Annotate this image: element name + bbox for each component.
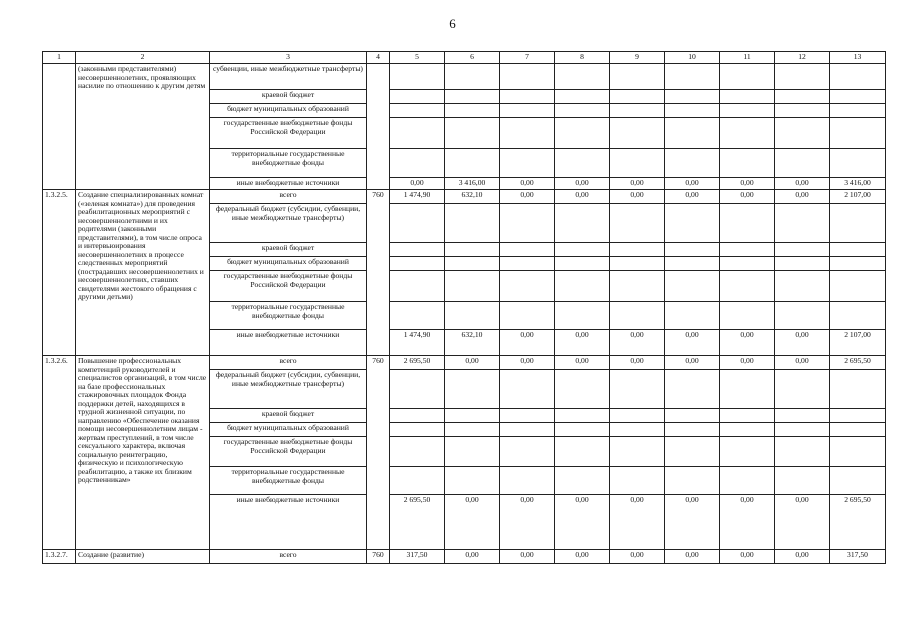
amount-cell: 0,00 (775, 178, 830, 190)
amount-cell (555, 118, 610, 149)
amount-cell (610, 204, 665, 243)
header-cell: 13 (830, 52, 886, 64)
amount-cell (830, 271, 886, 302)
funding-source: территориальные государственные внебюджетные фонды (210, 149, 367, 178)
kbk-code: 760 (367, 190, 390, 356)
amount-cell (500, 467, 555, 495)
header-cell: 2 (76, 52, 210, 64)
funding-source: бюджет муниципальных образований (210, 104, 367, 118)
amount-cell: 0,00 (665, 178, 720, 190)
amount-cell (830, 204, 886, 243)
header-cell: 10 (665, 52, 720, 64)
amount-cell: 0,00 (610, 495, 665, 550)
amount-cell (445, 257, 500, 271)
amount-cell (445, 243, 500, 257)
amount-cell (775, 437, 830, 467)
amount-cell (445, 409, 500, 423)
amount-cell (775, 90, 830, 104)
amount-cell: 0,00 (555, 495, 610, 550)
amount-cell: 0,00 (720, 190, 775, 204)
funding-source: всего (210, 190, 367, 204)
header-cell: 7 (500, 52, 555, 64)
amount-cell (445, 467, 500, 495)
amount-cell (610, 370, 665, 409)
amount-cell (720, 90, 775, 104)
kbk-code: 760 (367, 550, 390, 564)
amount-cell: 0,00 (720, 356, 775, 370)
amount-cell (720, 243, 775, 257)
funding-source: всего (210, 356, 367, 370)
item-code (43, 64, 76, 190)
amount-cell (500, 271, 555, 302)
amount-cell (555, 423, 610, 437)
amount-cell (665, 257, 720, 271)
amount-cell: 2 107,00 (830, 330, 886, 356)
amount-cell (830, 302, 886, 330)
amount-cell: 0,00 (445, 495, 500, 550)
amount-cell (775, 271, 830, 302)
funding-source: государственные внебюджетные фонды Российской Федерации (210, 437, 367, 467)
amount-cell (775, 423, 830, 437)
amount-cell (610, 64, 665, 90)
amount-cell: 0,00 (445, 356, 500, 370)
amount-cell: 0,00 (555, 330, 610, 356)
amount-cell: 0,00 (555, 190, 610, 204)
amount-cell (610, 149, 665, 178)
amount-cell: 0,00 (720, 550, 775, 564)
amount-cell (445, 437, 500, 467)
amount-cell (555, 243, 610, 257)
amount-cell (610, 467, 665, 495)
amount-cell (610, 118, 665, 149)
amount-cell (500, 149, 555, 178)
amount-cell (665, 423, 720, 437)
amount-cell: 2 695,50 (390, 356, 445, 370)
table-row (43, 356, 886, 370)
amount-cell (720, 64, 775, 90)
amount-cell: 317,50 (390, 550, 445, 564)
amount-cell (445, 204, 500, 243)
amount-cell (390, 204, 445, 243)
amount-cell (500, 90, 555, 104)
amount-cell (665, 409, 720, 423)
amount-cell: 3 416,00 (830, 178, 886, 190)
amount-cell (445, 370, 500, 409)
amount-cell (555, 90, 610, 104)
amount-cell (775, 149, 830, 178)
amount-cell: 0,00 (665, 550, 720, 564)
amount-cell (390, 423, 445, 437)
amount-cell: 0,00 (610, 356, 665, 370)
amount-cell (555, 104, 610, 118)
header-cell: 3 (210, 52, 367, 64)
funding-source: всего (210, 550, 367, 564)
amount-cell (555, 467, 610, 495)
amount-cell (775, 257, 830, 271)
funding-source: субвенции, иные межбюджетные трансферты) (210, 64, 367, 90)
amount-cell (445, 423, 500, 437)
amount-cell: 0,00 (720, 495, 775, 550)
header-cell: 4 (367, 52, 390, 64)
amount-cell (720, 104, 775, 118)
amount-cell (500, 257, 555, 271)
amount-cell (555, 257, 610, 271)
amount-cell: 0,00 (500, 356, 555, 370)
amount-cell: 0,00 (555, 356, 610, 370)
amount-cell: 0,00 (445, 550, 500, 564)
amount-cell (665, 370, 720, 409)
amount-cell (720, 437, 775, 467)
amount-cell: 0,00 (500, 190, 555, 204)
item-name: Повышение профессиональных компетенций руководителей и специалистов организаций, в том числе на базе профессиональных стажировочных площадок Фонда поддержки детей, находящихся в трудной жизненной ситуации, по направлению «Обеспечение оказания помощи несовершеннолетним лицам - жертвам преступлений, в том числе сексуального характера, включая социальную реинтеграцию, физическую и психологическую реабилитацию, а также их близким родственникам» (76, 356, 210, 550)
funding-source: иные внебюджетные источники (210, 330, 367, 356)
amount-cell (610, 257, 665, 271)
amount-cell (610, 423, 665, 437)
amount-cell: 0,00 (500, 330, 555, 356)
item-code: 1.3.2.5. (43, 190, 76, 356)
budget-table (42, 51, 886, 564)
amount-cell (610, 409, 665, 423)
header-cell: 11 (720, 52, 775, 64)
amount-cell (555, 409, 610, 423)
amount-cell (390, 271, 445, 302)
amount-cell (390, 90, 445, 104)
amount-cell (775, 467, 830, 495)
header-cell: 5 (390, 52, 445, 64)
funding-source: государственные внебюджетные фонды Российской Федерации (210, 271, 367, 302)
amount-cell: 317,50 (830, 550, 886, 564)
amount-cell (390, 104, 445, 118)
amount-cell (500, 423, 555, 437)
amount-cell (445, 149, 500, 178)
amount-cell (720, 467, 775, 495)
amount-cell: 2 695,50 (830, 495, 886, 550)
amount-cell: 2 695,50 (390, 495, 445, 550)
amount-cell: 0,00 (720, 178, 775, 190)
amount-cell (830, 423, 886, 437)
amount-cell (390, 467, 445, 495)
amount-cell: 0,00 (665, 330, 720, 356)
amount-cell (665, 467, 720, 495)
amount-cell (830, 257, 886, 271)
amount-cell (720, 423, 775, 437)
amount-cell (500, 64, 555, 90)
amount-cell: 632,10 (445, 330, 500, 356)
funding-source: краевой бюджет (210, 243, 367, 257)
amount-cell: 2 107,00 (830, 190, 886, 204)
amount-cell (445, 104, 500, 118)
amount-cell (390, 437, 445, 467)
amount-cell (445, 90, 500, 104)
amount-cell: 632,10 (445, 190, 500, 204)
amount-cell (445, 302, 500, 330)
header-cell: 9 (610, 52, 665, 64)
amount-cell (610, 437, 665, 467)
amount-cell (445, 64, 500, 90)
amount-cell (720, 257, 775, 271)
amount-cell (500, 243, 555, 257)
funding-source: государственные внебюджетные фонды Российской Федерации (210, 118, 367, 149)
amount-cell: 0,00 (775, 190, 830, 204)
amount-cell (775, 409, 830, 423)
amount-cell (830, 149, 886, 178)
amount-cell (720, 302, 775, 330)
amount-cell (555, 302, 610, 330)
amount-cell (720, 118, 775, 149)
amount-cell: 0,00 (775, 356, 830, 370)
amount-cell (665, 243, 720, 257)
amount-cell: 0,00 (775, 550, 830, 564)
amount-cell (830, 90, 886, 104)
amount-cell: 0,00 (665, 356, 720, 370)
item-code: 1.3.2.6. (43, 356, 76, 550)
amount-cell (390, 409, 445, 423)
amount-cell: 1 474,90 (390, 330, 445, 356)
amount-cell (610, 271, 665, 302)
amount-cell (390, 370, 445, 409)
amount-cell (830, 64, 886, 90)
header-cell: 6 (445, 52, 500, 64)
amount-cell: 0,00 (610, 330, 665, 356)
amount-cell: 2 695,50 (830, 356, 886, 370)
amount-cell (500, 204, 555, 243)
amount-cell: 0,00 (610, 550, 665, 564)
amount-cell (830, 104, 886, 118)
amount-cell: 0,00 (665, 495, 720, 550)
amount-cell (830, 243, 886, 257)
amount-cell (500, 302, 555, 330)
amount-cell (830, 409, 886, 423)
header-row (43, 52, 886, 64)
funding-source: федеральный бюджет (субсидии, субвенции, иные межбюджетные трансферты) (210, 370, 367, 409)
amount-cell (555, 64, 610, 90)
amount-cell (665, 149, 720, 178)
item-name: Создание (развитие) (76, 550, 210, 564)
funding-source: территориальные государственные внебюджетные фонды (210, 467, 367, 495)
amount-cell (775, 118, 830, 149)
amount-cell (775, 370, 830, 409)
amount-cell (720, 409, 775, 423)
amount-cell (390, 149, 445, 178)
amount-cell (720, 370, 775, 409)
amount-cell (390, 118, 445, 149)
amount-cell: 0,00 (775, 495, 830, 550)
amount-cell (665, 104, 720, 118)
amount-cell (665, 271, 720, 302)
page-number: 6 (449, 16, 456, 31)
table-row (43, 190, 886, 204)
amount-cell (610, 302, 665, 330)
amount-cell (720, 149, 775, 178)
amount-cell (610, 243, 665, 257)
amount-cell: 3 416,00 (445, 178, 500, 190)
table-row (43, 550, 886, 564)
amount-cell: 0,00 (500, 550, 555, 564)
amount-cell: 0,00 (775, 330, 830, 356)
funding-source: бюджет муниципальных образований (210, 423, 367, 437)
amount-cell (390, 302, 445, 330)
amount-cell (665, 204, 720, 243)
header-cell: 8 (555, 52, 610, 64)
amount-cell (500, 370, 555, 409)
amount-cell (390, 243, 445, 257)
amount-cell (720, 271, 775, 302)
amount-cell (390, 257, 445, 271)
amount-cell (665, 90, 720, 104)
amount-cell (610, 90, 665, 104)
amount-cell (665, 437, 720, 467)
funding-source: иные внебюджетные источники (210, 495, 367, 550)
amount-cell: 0,00 (555, 550, 610, 564)
funding-source: федеральный бюджет (субсидии, субвенции, иные межбюджетные трансферты) (210, 204, 367, 243)
header-cell: 1 (43, 52, 76, 64)
amount-cell: 0,00 (500, 178, 555, 190)
amount-cell (500, 437, 555, 467)
funding-source: иные внебюджетные источники (210, 178, 367, 190)
amount-cell (775, 243, 830, 257)
amount-cell (720, 204, 775, 243)
amount-cell (775, 104, 830, 118)
amount-cell: 0,00 (665, 190, 720, 204)
item-name: (законными представителями) несовершеннолетних, проявляющих насилие по отношению к другим детям (76, 64, 210, 190)
amount-cell: 0,00 (500, 495, 555, 550)
amount-cell (665, 64, 720, 90)
amount-cell (830, 370, 886, 409)
amount-cell (830, 467, 886, 495)
amount-cell: 0,00 (555, 178, 610, 190)
amount-cell (610, 104, 665, 118)
amount-cell: 0,00 (610, 178, 665, 190)
funding-source: краевой бюджет (210, 90, 367, 104)
amount-cell (830, 437, 886, 467)
amount-cell: 1 474,90 (390, 190, 445, 204)
amount-cell (555, 204, 610, 243)
amount-cell (445, 271, 500, 302)
amount-cell (775, 302, 830, 330)
kbk-code (367, 64, 390, 190)
header-cell: 12 (775, 52, 830, 64)
amount-cell: 0,00 (390, 178, 445, 190)
amount-cell (555, 437, 610, 467)
amount-cell (445, 118, 500, 149)
amount-cell (665, 302, 720, 330)
kbk-code: 760 (367, 356, 390, 550)
amount-cell (775, 204, 830, 243)
table-row (43, 64, 886, 90)
funding-source: краевой бюджет (210, 409, 367, 423)
amount-cell (500, 104, 555, 118)
amount-cell (390, 64, 445, 90)
amount-cell: 0,00 (610, 190, 665, 204)
amount-cell: 0,00 (720, 330, 775, 356)
amount-cell (500, 118, 555, 149)
item-code: 1.3.2.7. (43, 550, 76, 564)
amount-cell (775, 64, 830, 90)
funding-source: территориальные государственные внебюджетные фонды (210, 302, 367, 330)
funding-source: бюджет муниципальных образований (210, 257, 367, 271)
amount-cell (555, 271, 610, 302)
amount-cell (665, 118, 720, 149)
item-name: Создание специализированных комнат («зеленая комната») для проведения реабилитационных мероприятий с несовершеннолетними и их родителями (законными представителями), в том числе опроса и интервьюирования несовершеннолетних в процессе следственных мероприятий (пострадавших несовершеннолетних и несовершеннолетних, ставших свидетелями жестокого обращения с другими детьми) (76, 190, 210, 356)
amount-cell (555, 149, 610, 178)
amount-cell (830, 118, 886, 149)
amount-cell (555, 370, 610, 409)
amount-cell (500, 409, 555, 423)
